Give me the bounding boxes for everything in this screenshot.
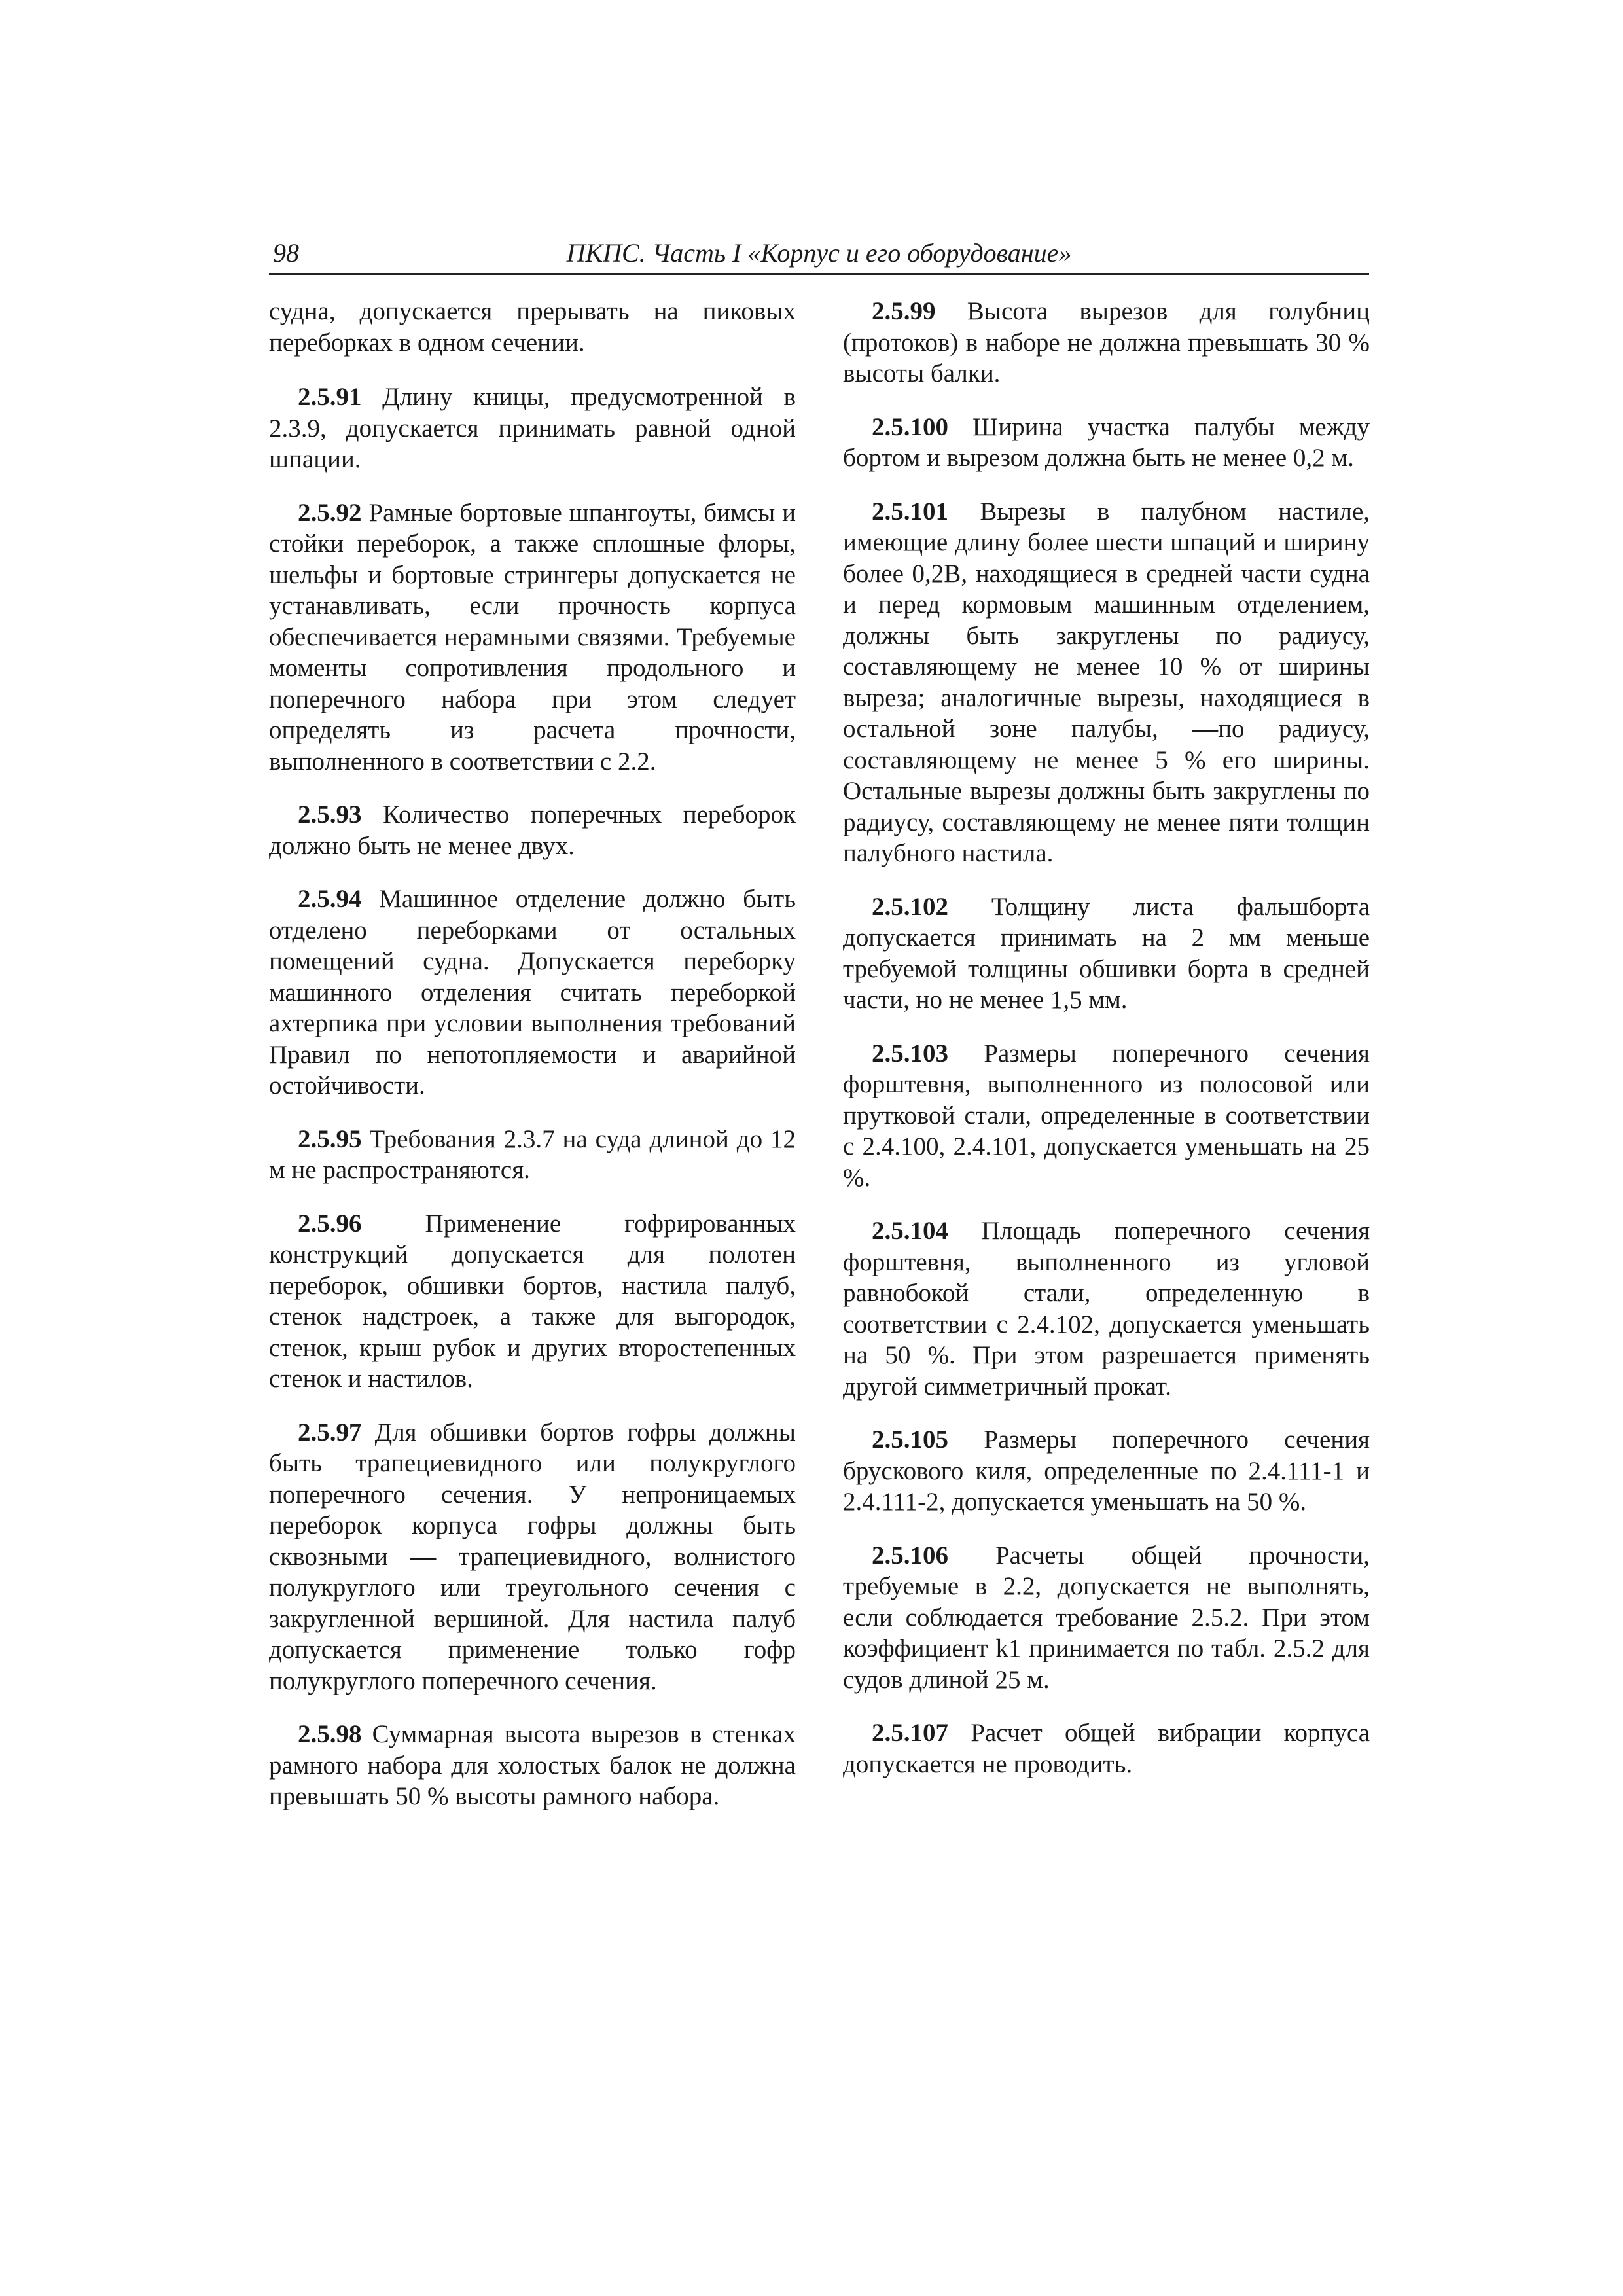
clause-number: 2.5.93 <box>298 800 362 829</box>
paragraph-text: Толщину листа фальшборта допускается принимать на 2 мм меньше требуемой толщины обшивки борта в средней части, но не менее 1,5 мм. <box>843 892 1370 1014</box>
paragraph-continuation <box>269 296 796 358</box>
paragraph-2-5-101 <box>843 496 1370 869</box>
paragraph-text: Ширина участка палубы между бортом и вырезом должна быть не менее 0,2 м. <box>843 412 1370 472</box>
paragraph-2-5-95 <box>269 1124 796 1186</box>
paragraph-2-5-92 <box>269 497 796 778</box>
clause-number: 2.5.105 <box>872 1426 948 1454</box>
page-header <box>269 232 1369 275</box>
paragraph-text: Рамные бортовые шпангоуты, бимсы и стойки переборок, а также сплошные флоры, шельфы и бортовые стрингеры допускается не устанавливать, если прочность корпуса обеспечивается нерамными связями. Требуемые моменты сопротивления продольного и поперечного набора при этом следует определять из расчета прочности, выполненного в соответствии с 2.2. <box>269 498 796 776</box>
paragraph-2-5-103 <box>843 1038 1370 1194</box>
paragraph-2-5-94 <box>269 884 796 1102</box>
paragraph-text: Машинное отделение должно быть отделено переборками от остальных помещений судна. Допускается переборку машинного отделения считать переборкой ахтерпика при условии выполнения требований Правил по непотопляемости и аварийной остойчивости. <box>269 885 796 1100</box>
paragraph-text: Вырезы в палубном настиле, имеющие длину более шести шпаций и ширину более 0,2B, находящиеся в средней части судна и перед кормовым машинным отделением, должны быть закруглены по радиусу, составляющему не менее 10 % от ширины выреза; аналогичные вырезы, находящиеся в остальной зоне палубы, —по радиусу, составляющему не менее 5 % его ширины. Остальные вырезы должны быть закруглены по радиусу, составляющему не менее пяти толщин палубного настила. <box>843 497 1370 867</box>
paragraph-text: Площадь поперечного сечения форштевня, выполненного из угловой равнобокой стали, определенную в соответствии с 2.4.102, допускается уменьшать на 50 %. При этом разрешается применять другой симметричный прокат. <box>843 1217 1370 1401</box>
clause-number: 2.5.92 <box>298 498 362 527</box>
clause-number: 2.5.103 <box>872 1039 948 1067</box>
paragraph-2-5-99 <box>843 296 1370 389</box>
paragraph-2-5-93 <box>269 799 796 861</box>
paragraph-text: Размеры поперечного сечения форштевня, выполненного из полосовой или прутковой стали, определенные в соответствии с 2.4.100, 2.4.101, допускается уменьшать на 25 %. <box>843 1039 1370 1192</box>
right-column <box>843 296 1370 1802</box>
clause-number: 2.5.91 <box>298 383 362 411</box>
paragraph-text: Количество поперечных переборок должно быть не менее двух. <box>269 800 796 860</box>
paragraph-text: Высота вырезов для голубниц (протоков) в наборе не должна превышать 30 % высоты балки. <box>843 297 1370 387</box>
paragraph-2-5-98 <box>269 1719 796 1812</box>
paragraph-2-5-106 <box>843 1540 1370 1696</box>
paragraph-text: Расчеты общей прочности, требуемые в 2.2, допускается не выполнять, если соблюдается требование 2.5.2. При этом коэффициент k1 принимается по табл. 2.5.2 для судов длиной 25 м. <box>843 1541 1370 1694</box>
clause-number: 2.5.106 <box>872 1541 948 1570</box>
paragraph-text: Длину кницы, предусмотренной в 2.3.9, допускается принимать равной одной шпации. <box>269 383 796 473</box>
paragraph-text: Расчет общей вибрации корпуса допускается не проводить. <box>843 1719 1370 1778</box>
clause-number: 2.5.101 <box>872 497 948 526</box>
paragraph-2-5-97 <box>269 1417 796 1697</box>
page-number: 98 <box>273 238 299 268</box>
paragraph-2-5-96 <box>269 1208 796 1395</box>
paragraph-text: судна, допускается прерывать на пиковых переборках в одном сечении. <box>269 297 796 357</box>
paragraph-2-5-104 <box>843 1215 1370 1402</box>
clause-number: 2.5.107 <box>872 1719 948 1747</box>
clause-number: 2.5.98 <box>298 1720 362 1748</box>
clause-number: 2.5.97 <box>298 1418 362 1446</box>
paragraph-text: Для обшивки бортов гофры должны быть трапециевидного или полукруглого поперечного сечения. У непроницаемых переборок корпуса гофры должны быть сквозными — трапециевидного, волнистого полукруглого или треугольного сечения с закругленной вершиной. Для настила палуб допускается применение только гофр полукруглого поперечного сечения. <box>269 1418 796 1695</box>
paragraph-2-5-102 <box>843 891 1370 1016</box>
clause-number: 2.5.96 <box>298 1209 362 1238</box>
paragraph-2-5-100 <box>843 412 1370 474</box>
paragraph-text: Суммарная высота вырезов в стенках рамного набора для холостых балок не должна превышать 50 % высоты рамного набора. <box>269 1720 796 1810</box>
running-title: ПКПС. Часть I «Корпус и его оборудование» <box>566 238 1072 268</box>
clause-number: 2.5.104 <box>872 1217 948 1245</box>
paragraph-2-5-107 <box>843 1717 1370 1780</box>
clause-number: 2.5.99 <box>872 297 936 325</box>
clause-number: 2.5.94 <box>298 885 362 913</box>
paragraph-text: Размеры поперечного сечения брускового киля, определенные по 2.4.111-1 и 2.4.111-2, допускается уменьшать на 50 %. <box>843 1426 1370 1516</box>
clause-number: 2.5.102 <box>872 892 948 921</box>
paragraph-2-5-91 <box>269 382 796 475</box>
paragraph-2-5-105 <box>843 1424 1370 1518</box>
paragraph-text: Требования 2.3.7 на суда длиной до 12 м не распространяются. <box>269 1124 796 1184</box>
clause-number: 2.5.100 <box>872 412 948 441</box>
paragraph-text: Применение гофрированных конструкций допускается для полотен переборок, обшивки бортов, настила палуб, стенок надстроек, а также для выгородок, стенок, крыш рубок и других второстепенных стенок и настилов. <box>269 1209 796 1393</box>
clause-number: 2.5.95 <box>298 1124 362 1153</box>
left-column <box>269 296 796 1835</box>
